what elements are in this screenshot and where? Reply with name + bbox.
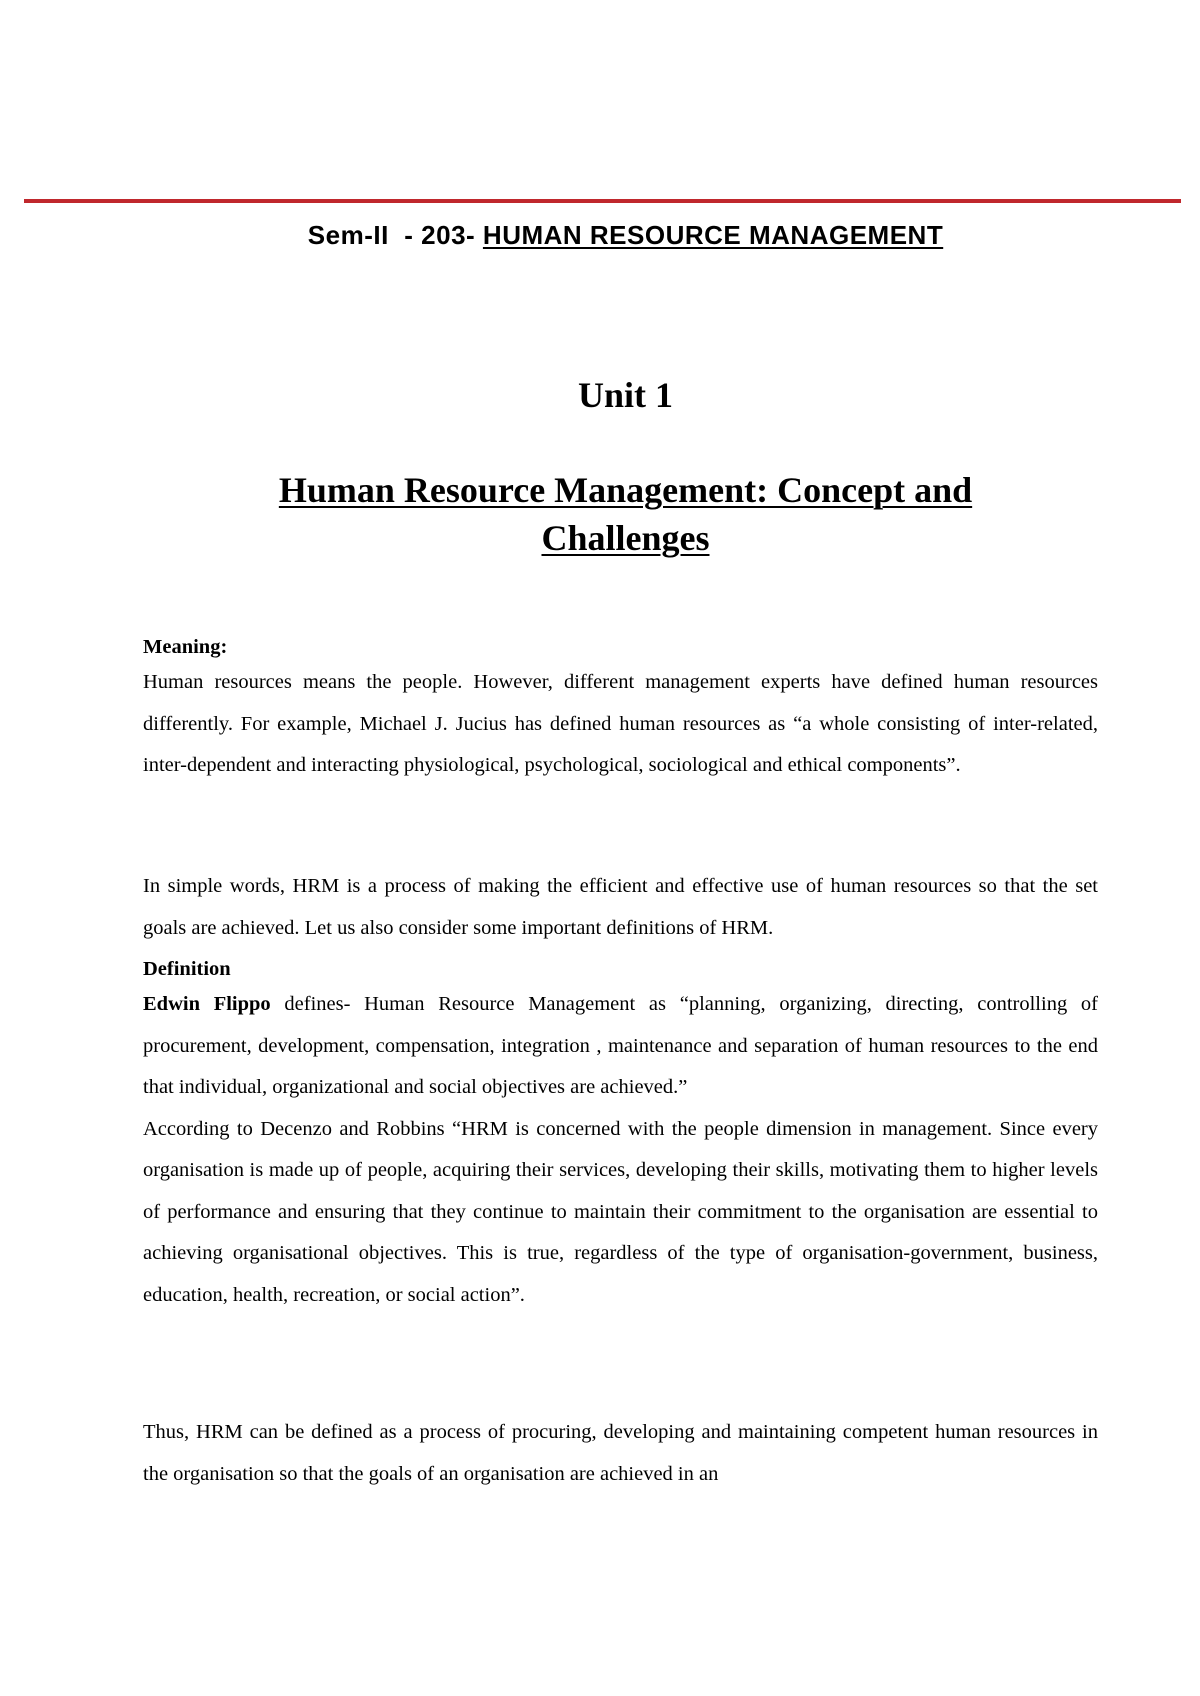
meaning-section — [143, 632, 1098, 787]
meaning-paragraph: Human resources means the people. However, different management experts have defined human resources differently. For example, Michael J. Jucius has defined human resources as “a whole consisting of inter-related, inter-dependent and interacting physiological, psychological, sociological and ethical components”. — [143, 671, 1098, 776]
flippo-name: Edwin Flippo — [143, 993, 271, 1015]
thus-section — [143, 1412, 1098, 1495]
thus-paragraph: Thus, HRM can be defined as a process of procuring, developing and maintaining competent human resources in the organisation so that the goals of an organisation are achieved in an — [143, 1421, 1098, 1485]
flippo-text: defines- Human Resource Management as “planning, organizing, directing, controlling of procurement, development, compensation, integration , maintenance and separation of human resources to the end that individual, organizational and social objectives are achieved.” — [143, 993, 1098, 1098]
meaning-heading: Meaning: — [143, 636, 228, 658]
chapter-title: Human Resource Management: Concept and Challenges — [278, 470, 973, 558]
course-subject: HUMAN RESOURCE MANAGEMENT — [482, 220, 944, 250]
definition-heading: Definition — [143, 958, 231, 980]
simple-words-section — [143, 866, 1098, 949]
simple-words-paragraph: In simple words, HRM is a process of making the efficient and effective use of human resources so that the set goals are achieved. Let us also consider some important definitions of HRM. — [143, 875, 1098, 939]
course-header — [0, 220, 1200, 251]
unit-title: Unit 1 — [577, 375, 673, 415]
definition-section — [143, 954, 1098, 1316]
semester-code: Sem-II - 203- — [307, 220, 483, 250]
flippo-definition — [143, 984, 1098, 1109]
decenzo-definition: According to Decenzo and Robbins “HRM is concerned with the people dimension in management. Since every organisation is made up of people, acquiring their services, developing their skills, motivating them to higher levels of performance and ensuring that they continue to maintain their commitment to the organisation are essential to achieving organisational objectives. This is true, regardless of the type of organisation-government, business, education, health, recreation, or social action”. — [143, 1117, 1098, 1306]
header-rule — [24, 199, 1181, 203]
